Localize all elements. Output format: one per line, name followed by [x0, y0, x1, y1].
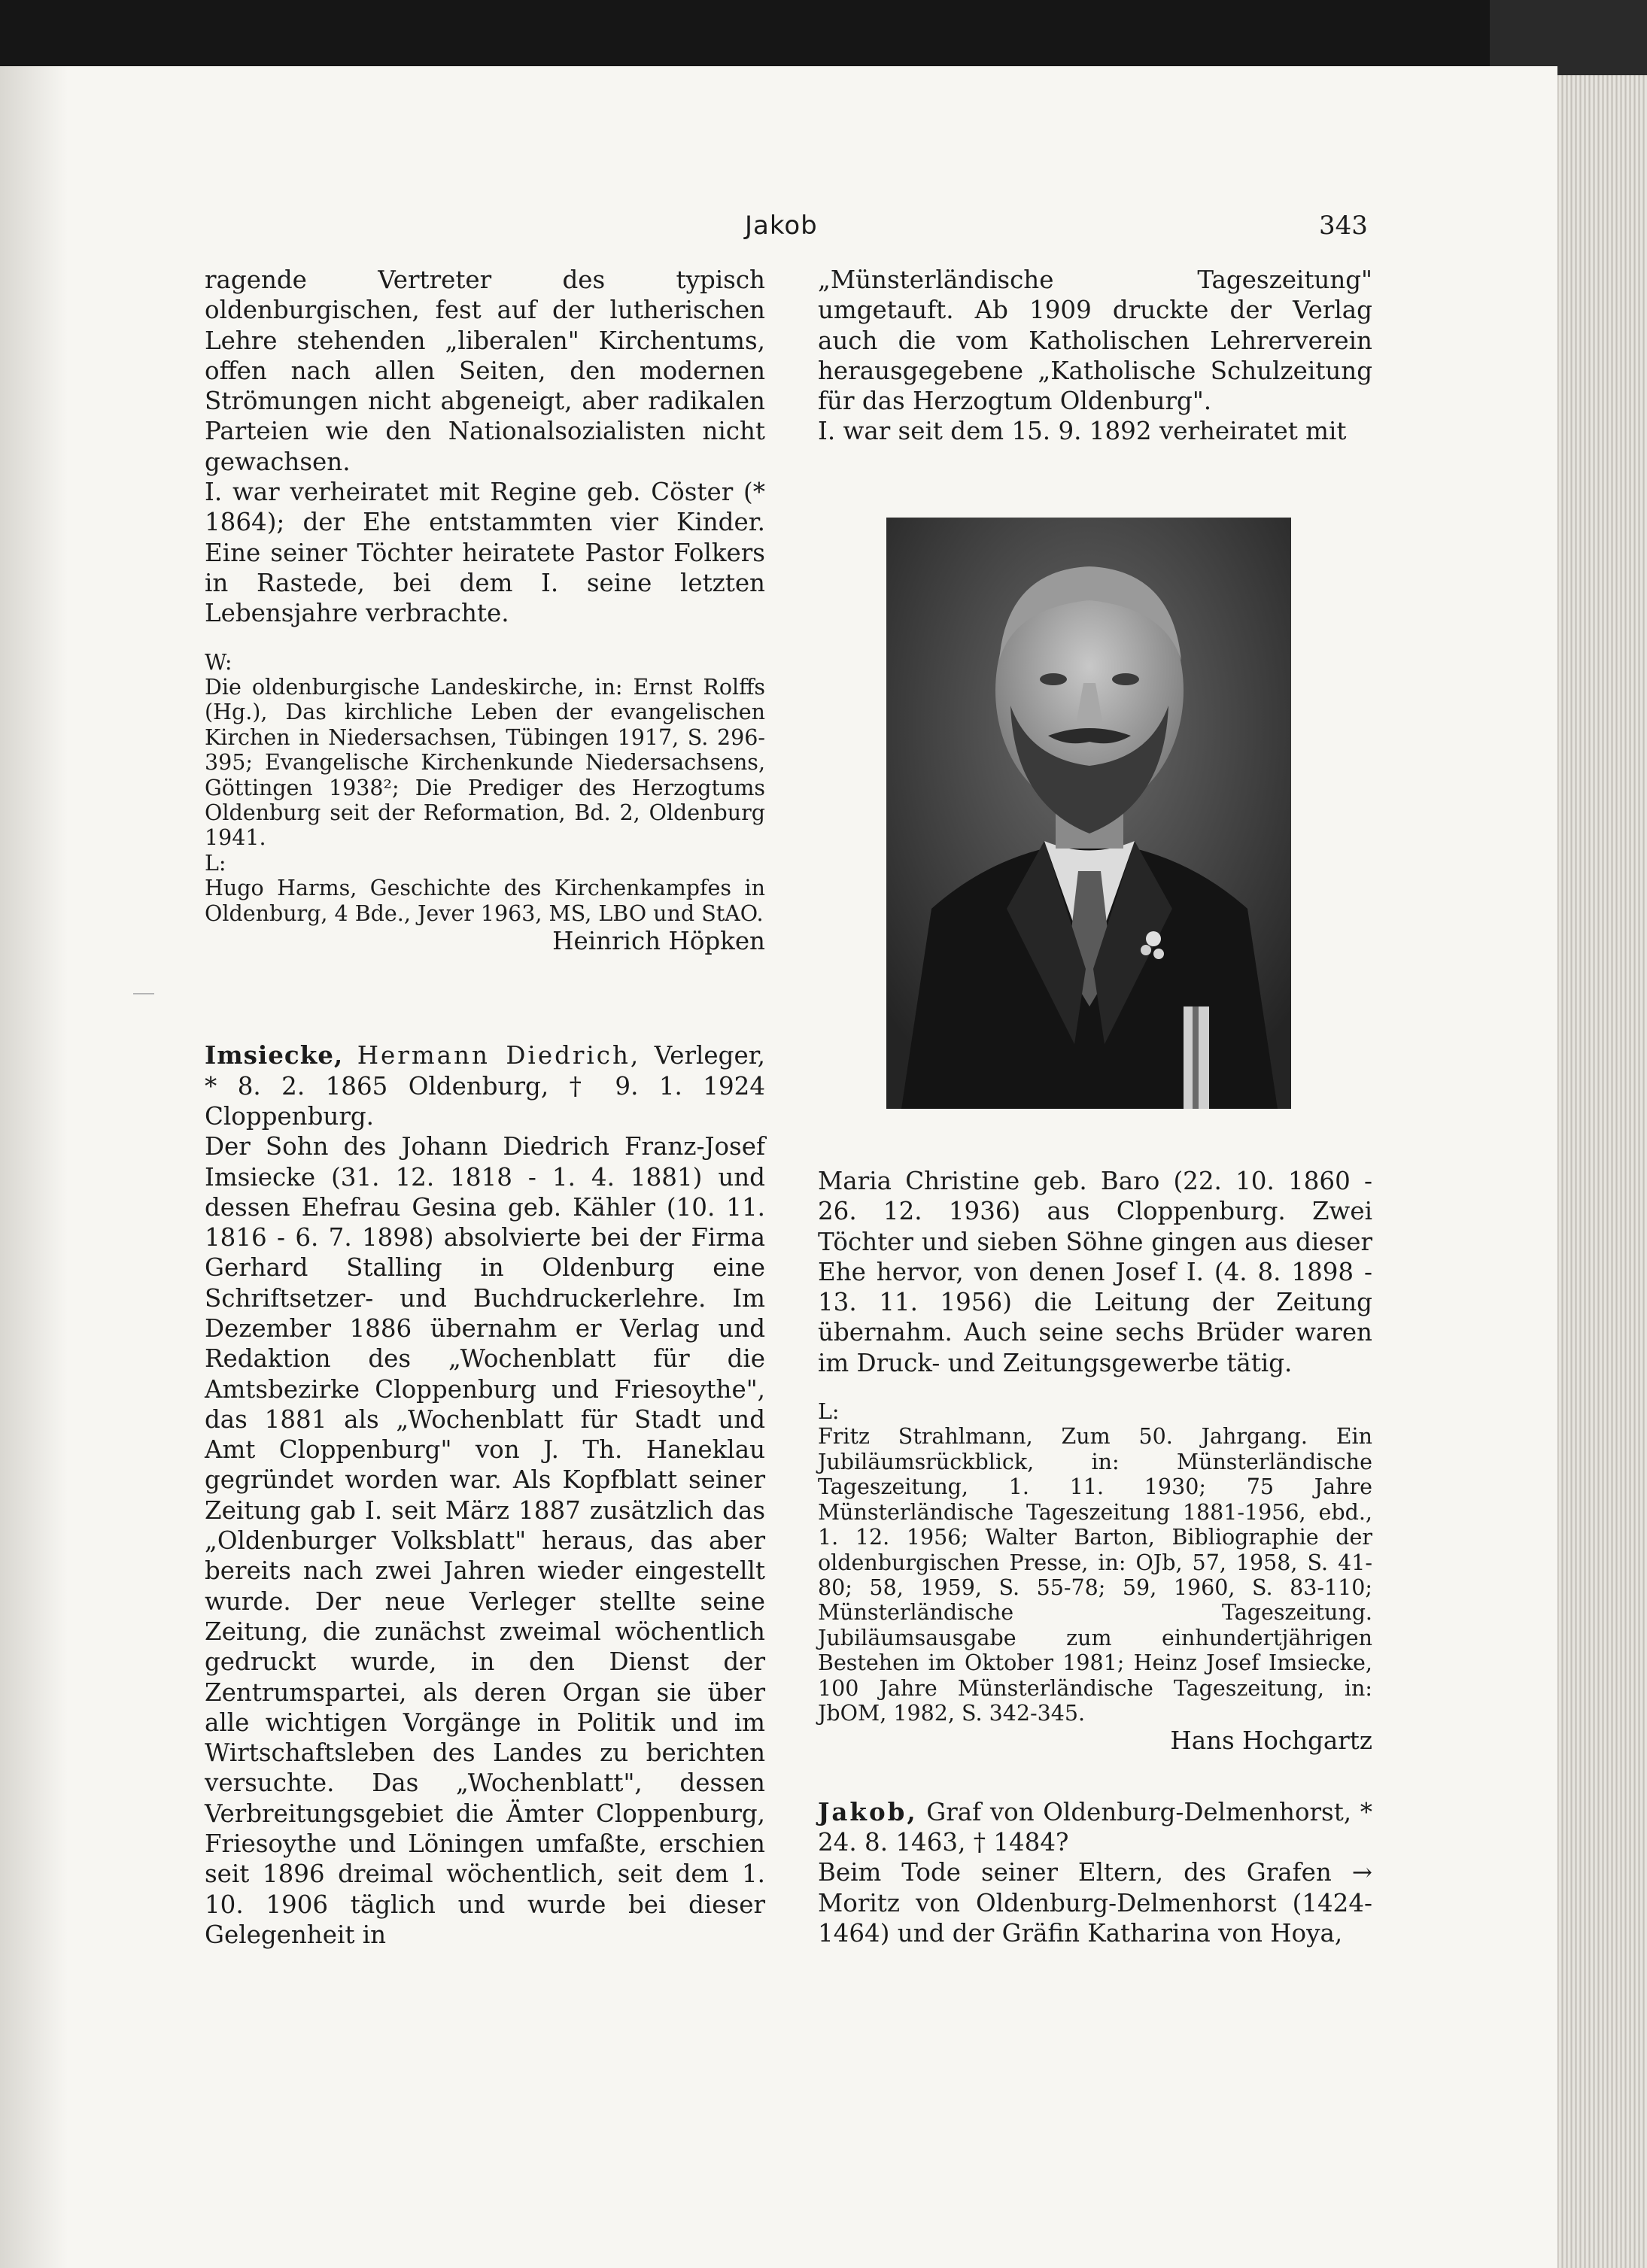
right-paragraph-1: „Münsterländische Tageszeitung" umgetauft. Ab 1909 druckte der Verlag auch die vom Katholischen Lehrerverein herausgegebene „Katholische Schulzeitung für das Herzogtum Oldenburg".: [818, 266, 1372, 416]
works-label: W:: [205, 649, 232, 675]
entry-heading-jakob: [818, 1797, 1372, 1858]
entry-heading-imsiecke: [205, 1040, 765, 1131]
margin-mark: [133, 993, 154, 994]
scan-background: [0, 0, 1647, 71]
entry-given-names: Hermann Diedrich,: [357, 1041, 641, 1070]
left-paragraph-3: Der Sohn des Johann Diedrich Franz-Josef Imsiecke (31. 12. 1818 - 1. 4. 1881) und dessen Ehefrau Gesina geb. Kähler (10. 11. 1816 - 6. 7. 1898) absolvierte bei der Firma Gerhard Stalling in Oldenburg eine Schriftsetzer- und Buchdruckerlehre. Im Dezember 1886 übernahm er Verlag und Redaktion des „Wochenblatt für die Amtsbezirke Cloppenburg und Friesoythe", das 1881 als „Wochenblatt für Stadt und Amt Cloppenburg" von J. Th. Haneklau gegründet worden war. Als Kopfblatt seiner Zeitung gab I. seit März 1887 zusätzlich das „Oldenburger Volksblatt" heraus, das aber bereits nach zwei Jahren wieder eingestellt wurde. Der neue Verleger stellte seine Zeitung, die zunächst zweimal wöchentlich gedruckt wurde, in den Dienst der Zentrumspartei, als deren Organ sie über alle wichtigen Vorgänge in Politik und im Wirtschaftsleben des Landes zu berichten versuchte. Das „Wochenblatt", dessen Verbreitungsgebiet die Ämter Cloppenburg, Friesoythe und Löningen umfaßte, erschien seit 1896 dreimal wöchentlich, seit dem 1. 10. 1906 täglich und wurde bei dieser Gelegenheit in: [205, 1132, 765, 1949]
author-signature: Heinrich Höpken: [552, 927, 765, 956]
right-paragraph-3: Maria Christine geb. Baro (22. 10. 1860 - 26. 12. 1936) aus Cloppenburg. Zwei Töchter und sieben Söhne gingen aus dieser Ehe hervor, von denen Josef I. (4. 8. 1898 - 13. 11. 1956) die Leitung der Zeitung übernahm. Auch seine sechs Brüder waren im Druck- und Zeitungsgewerbe tätig.: [818, 1167, 1372, 1377]
right-paragraph-4: Beim Tode seiner Eltern, des Grafen → Moritz von Oldenburg-Delmenhorst (1424-1464) und der Gräfin Katharina von Hoya,: [818, 1858, 1372, 1948]
running-title: Jakob: [745, 211, 818, 241]
right-paragraph-2: I. war seit dem 15. 9. 1892 verheiratet mit: [818, 417, 1347, 446]
left-column: [205, 265, 765, 1950]
entry-name-jakob: Jakob,: [818, 1796, 918, 1826]
spine-shadow: [0, 66, 68, 2268]
entry-title-jakob: Graf von Oldenburg-Delmenhorst, * 24. 8. 1463, † 1484?: [818, 1797, 1372, 1857]
right-author-signature: Hans Hochgartz: [1170, 1726, 1372, 1756]
entry-surname: Imsiecke,: [205, 1040, 344, 1070]
right-literature-text: Fritz Strahlmann, Zum 50. Jahrgang. Ein Jubiläumsrückblick, in: Münsterländische Tageszeitung, 1. 11. 1930; 75 Jahre Münsterländische Tageszeitung 1881-1956, ebd., 1. 12. 1956; Walter Barton, Bibliographie der oldenburgischen Presse, in: OJb, 57, 1958, S. 41-80; 58, 1959, S. 55-78; 59, 1960, S. 83-110; Münsterländische Tageszeitung. Jubiläumsausgabe zum einhundertjährigen Bestehen im Oktober 1981; Heinz Josef Imsiecke, 100 Jahre Münsterländische Tageszeitung, in: JbOM, 1982, S. 342-345.: [818, 1424, 1372, 1726]
literature-text: Hugo Harms, Geschichte des Kirchenkampfes in Oldenburg, 4 Bde., Jever 1963, MS, LBO und StAO.: [205, 876, 765, 926]
right-column-bottom: [818, 1166, 1372, 1948]
left-paragraph-1: ragende Vertreter des typisch oldenburgischen, fest auf der lutherischen Lehre stehenden „liberalen" Kirchentums, offen nach allen Seiten, den modernen Strömungen nicht abgeneigt, aber radikalen Parteien wie den Nationalsozialisten nicht gewachsen.: [205, 266, 765, 476]
works-text: Die oldenburgische Landeskirche, in: Ernst Rolffs (Hg.), Das kirchliche Leben der evangelischen Kirchen in Niedersachsen, Tübingen 1917, S. 296-395; Evangelische Kirchenkunde Niedersachsens, Göttingen 1938²; Die Prediger des Herzogtums Oldenburg seit der Reformation, Bd. 2, Oldenburg 1941.: [205, 674, 765, 851]
entry-dates: Verleger, * 8. 2. 1865 Oldenburg, † 9. 1. 1924 Cloppenburg.: [205, 1041, 765, 1131]
portrait-image: [886, 518, 1291, 1109]
literature-label: L:: [205, 850, 226, 876]
page-number: 343: [1319, 211, 1368, 241]
right-literature-label: L:: [818, 1399, 840, 1425]
right-column-top: [818, 265, 1372, 447]
portrait-photo: [886, 518, 1291, 1109]
left-paragraph-2: I. war verheiratet mit Regine geb. Cöster (* 1864); der Ehe entstammten vier Kinder. Eine seiner Töchter heiratete Pastor Folkers in Rastede, bei dem I. seine letzten Lebensjahre verbrachte.: [205, 478, 765, 628]
